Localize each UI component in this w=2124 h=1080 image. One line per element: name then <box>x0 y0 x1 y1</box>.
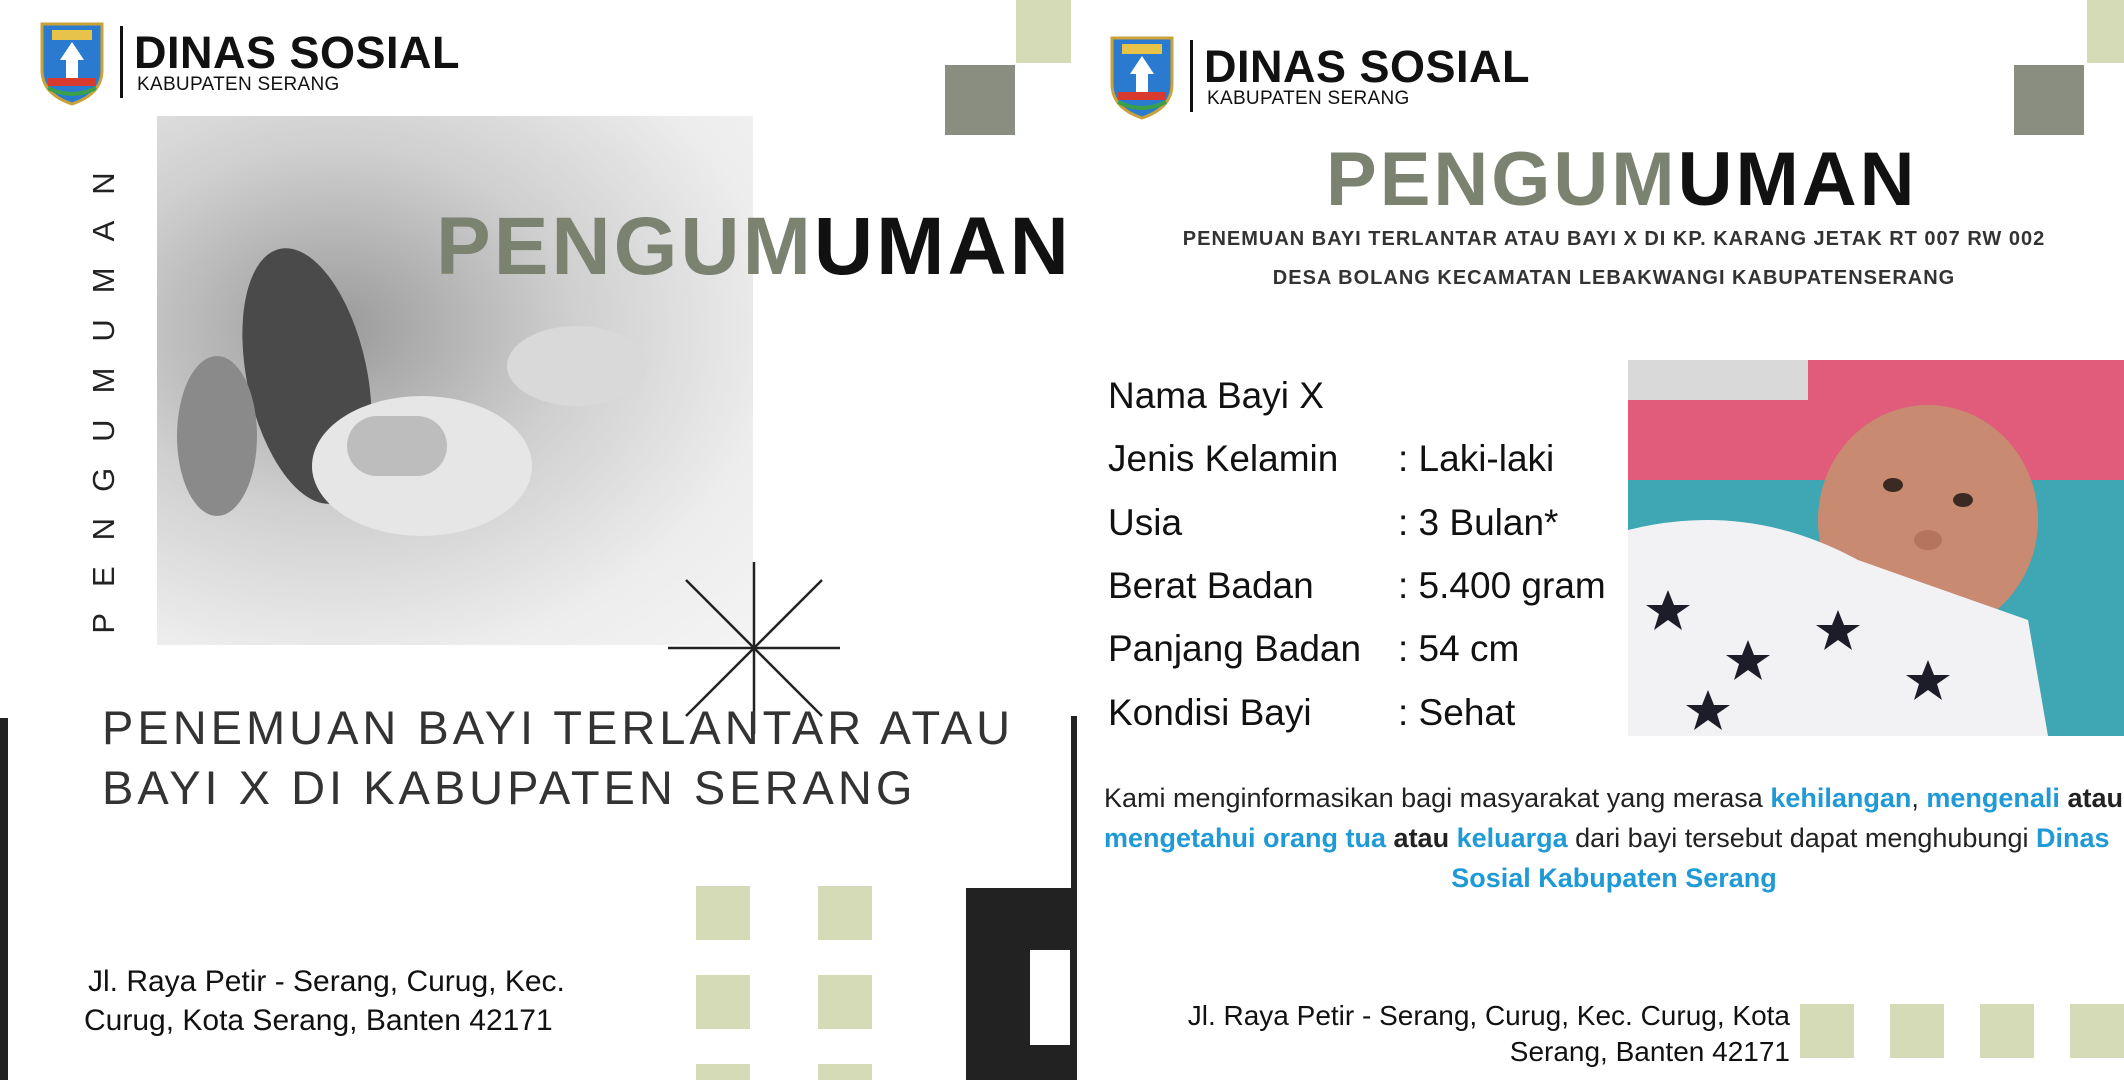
decor-square <box>1890 1004 1944 1058</box>
decor-square <box>945 65 1015 135</box>
info-value: : 5.400 gram <box>1398 565 1606 606</box>
notice-keyword: mengetahui orang tua <box>1104 823 1387 853</box>
info-row-condition <box>1108 692 1515 734</box>
baby-feet-photo <box>157 116 753 645</box>
vertical-announcement-text: PENGUMUMAN <box>86 146 121 634</box>
info-value: : Sehat <box>1398 692 1516 733</box>
decor-square <box>2070 1004 2124 1058</box>
title-part-grey: PENGUM <box>1326 137 1678 222</box>
panel-divider <box>1071 716 1077 1080</box>
decor-square <box>1800 1004 1854 1058</box>
notice-line-3 <box>1104 858 2124 898</box>
info-label: Kondisi Bayi <box>1108 692 1312 733</box>
serang-regency-emblem-icon <box>38 20 106 106</box>
subtitle-line-2: DESA BOLANG KECAMATAN LEBAKWANGI KABUPATENSERANG <box>1272 267 1956 289</box>
notice-keyword: atau <box>1393 823 1450 853</box>
announcement-title <box>436 201 1072 292</box>
logo-title: DINAS SOSIAL <box>1204 41 1531 92</box>
address-line-1: Jl. Raya Petir - Serang, Curug, Kec. Curug, Kota <box>1187 1000 1790 1031</box>
baby-name: Nama Bayi X <box>1108 375 1324 416</box>
notice-keyword: kehilangan <box>1770 783 1912 813</box>
title-part-dark: UMAN <box>1677 137 1918 222</box>
announcement-title <box>1326 137 1918 222</box>
headline-line-2: BAYI X DI KABUPATEN SERANG <box>102 761 917 814</box>
decor-square <box>1016 0 1071 63</box>
logo-subtitle: KABUPATEN SERANG <box>1207 88 1410 109</box>
info-row-age <box>1108 502 1558 544</box>
notice-keyword: Sosial Kabupaten Serang <box>1451 863 1777 893</box>
headline-line-1: PENEMUAN BAYI TERLANTAR ATAU <box>102 701 1015 754</box>
serang-regency-emblem-icon <box>1108 34 1176 120</box>
decor-square <box>696 886 750 940</box>
notice-text <box>1449 823 1457 853</box>
address-line-2: Curug, Kota Serang, Banten 42171 <box>84 1004 553 1037</box>
info-row-gender <box>1108 438 1554 480</box>
decor-square <box>818 1064 872 1080</box>
decor-square <box>1980 1004 2034 1058</box>
logo-divider <box>1190 40 1193 112</box>
info-label: Panjang Badan <box>1108 628 1362 669</box>
notice-text <box>1386 823 1394 853</box>
notice-line-1 <box>1104 778 2124 818</box>
notice-text: Kami menginformasikan bagi masyarakat yang merasa <box>1104 783 1771 813</box>
info-label: Berat Badan <box>1108 565 1314 606</box>
info-value: : 3 Bulan* <box>1398 502 1559 543</box>
logo-subtitle: KABUPATEN SERANG <box>137 74 340 95</box>
notice-keyword: mengenali <box>1926 783 2060 813</box>
info-value: : Laki-laki <box>1398 438 1555 479</box>
info-label: Jenis Kelamin <box>1108 438 1339 479</box>
notice-keyword: atau <box>2067 783 2123 813</box>
left-edge-bar <box>0 718 8 1080</box>
decor-square <box>818 886 872 940</box>
notice-keyword: Dinas <box>2035 823 2110 853</box>
info-value: : 54 cm <box>1398 628 1520 669</box>
logo-title: DINAS SOSIAL <box>134 27 461 78</box>
decor-square <box>696 1064 750 1080</box>
title-part-dark: UMAN <box>813 201 1072 292</box>
decor-square <box>696 975 750 1029</box>
decor-square <box>2087 0 2124 63</box>
notice-keyword: keluarga <box>1456 823 1568 853</box>
dark-block-window <box>1030 950 1070 1045</box>
notice-text: , <box>1911 783 1927 813</box>
subtitle-line-1: PENEMUAN BAYI TERLANTAR ATAU BAYI X DI KP. KARANG JETAK RT 007 RW 002 <box>1182 228 2046 250</box>
logo-divider <box>120 26 123 98</box>
decor-square <box>2014 65 2084 135</box>
info-row-length <box>1108 628 1519 670</box>
info-row-weight <box>1108 565 1606 607</box>
baby-photo <box>1628 360 2124 736</box>
address-line-1: Jl. Raya Petir - Serang, Curug, Kec. <box>88 965 565 998</box>
decor-square <box>818 975 872 1029</box>
notice-line-2 <box>1104 818 2124 858</box>
notice-paragraph <box>1104 778 2124 898</box>
title-part-grey: PENGUM <box>436 201 814 292</box>
info-label: Usia <box>1108 502 1183 543</box>
notice-text: dari bayi tersebut dapat menghubungi <box>1567 823 2036 853</box>
address-line-2: Serang, Banten 42171 <box>1509 1036 1790 1067</box>
